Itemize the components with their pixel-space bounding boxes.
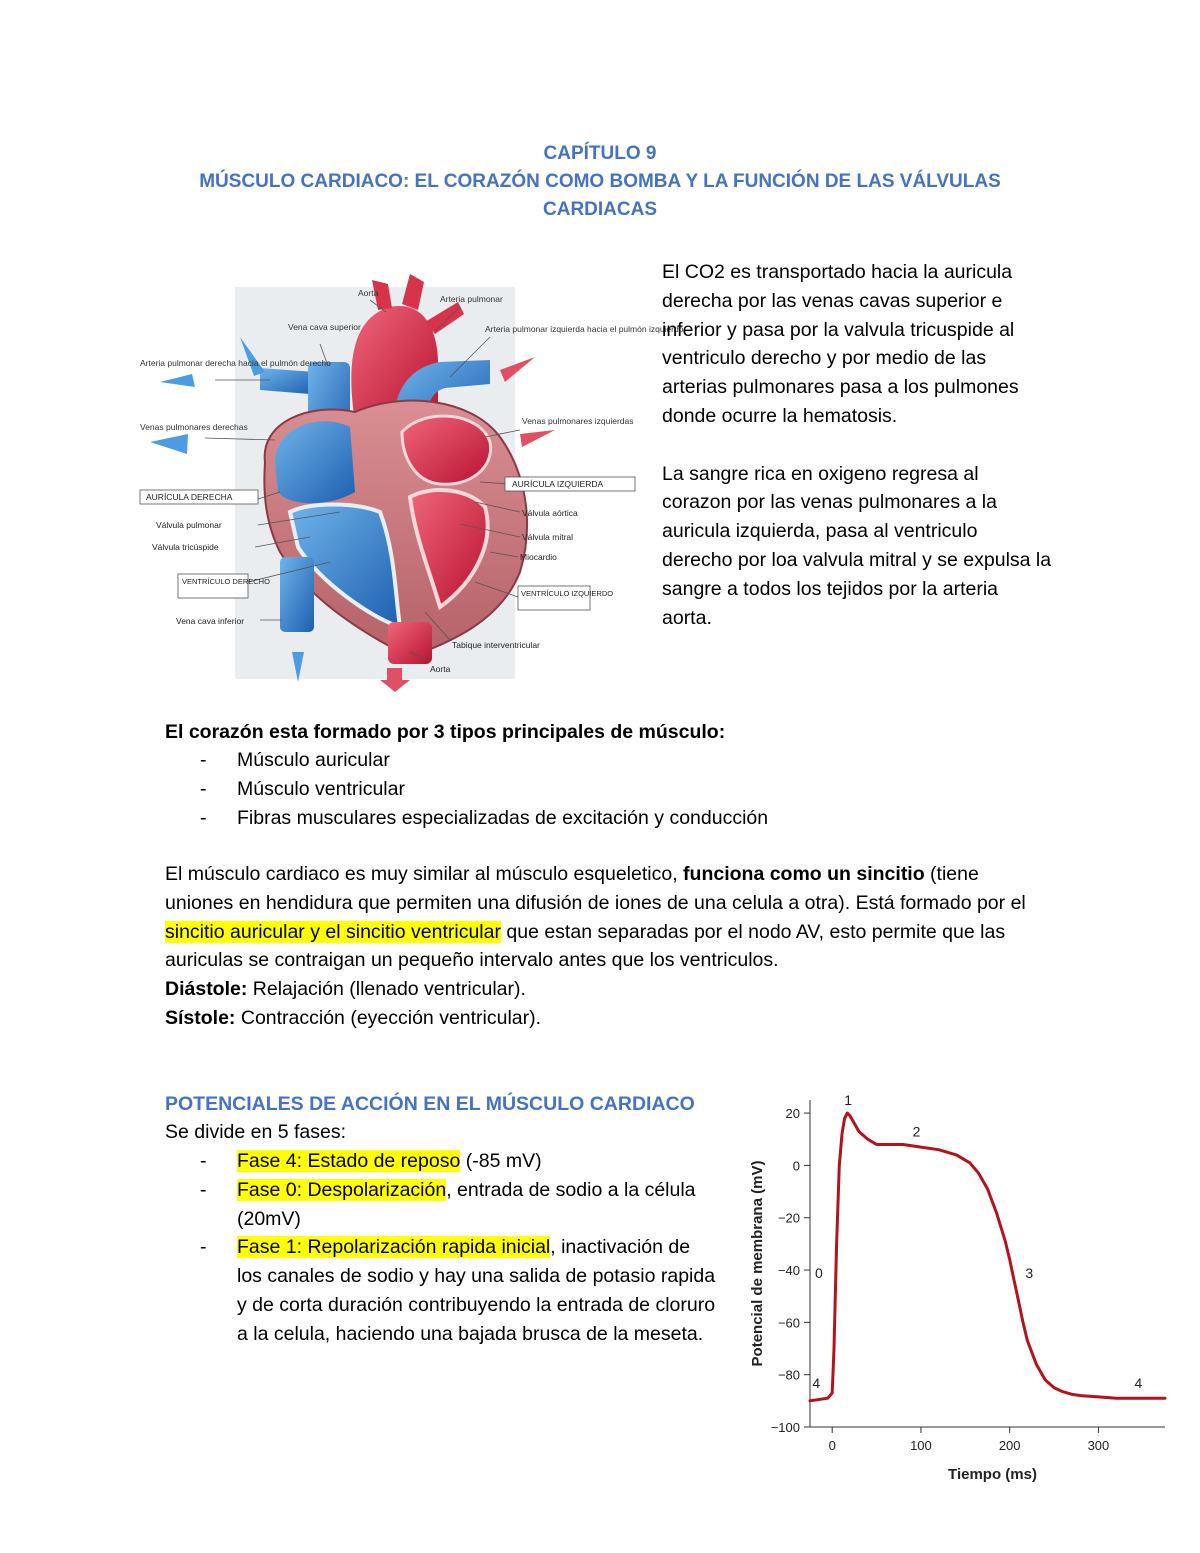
phases-intro: Se divide en 5 fases: — [165, 1121, 347, 1143]
chapter-title-line2: CARDIACAS — [543, 199, 657, 220]
chart-x-tick-label: 0 — [828, 1438, 836, 1453]
chart-phase-label: 4 — [1134, 1374, 1143, 1391]
label-miocardio: Miocardio — [520, 552, 557, 562]
label-aorta-top: Aorta — [358, 288, 379, 298]
list-item: - Músculo auricular — [200, 746, 768, 775]
chapter-number: CAPÍTULO 9 — [543, 143, 657, 164]
label-venas-pulm-izq: Venas pulmonares izquierdas — [522, 416, 634, 426]
action-potential-chart — [740, 1090, 1180, 1490]
phase-item: - Fase 1: Repolarización rapida inicial, inactivación de los canales de sodio y hay una salida de potasio rapida y de corta duración contribuyendo la entrada de cloruro a la celula, haciendo una bajada brusca de la meseta. — [200, 1233, 720, 1348]
inferior-vena-cava — [280, 557, 314, 632]
chart-y-tick-label: −20 — [777, 1210, 800, 1226]
right-column-text — [662, 258, 1052, 661]
label-arteria-pulmonar-izq: Arteria pulmonar izquierda hacia el pulmón izquierdo — [485, 324, 684, 334]
label-ventriculo-derecho: VENTRÍCULO DERECHO — [182, 577, 270, 586]
action-potential-heading: POTENCIALES DE ACCIÓN EN EL MÚSCULO CARDIACO — [165, 1093, 695, 1115]
systole-line: Sístole: Contracción (eyección ventricular). — [165, 1006, 542, 1029]
label-venas-pulm-der: Venas pulmonares derechas — [140, 422, 248, 432]
chart-y-tick-label: −80 — [777, 1367, 800, 1383]
oxygen-paragraph: La sangre rica en oxigeno regresa al corazon por las venas pulmonares a la auricula izquierda, pasa al ventriculo derecho por loa valvula mitral y se expulsa la sangre a todos los tejidos por la arteria aorta. — [662, 462, 1052, 629]
chart-phase-label: 2 — [912, 1123, 921, 1140]
heart-diagram — [140, 262, 684, 694]
muscle-types-heading: El corazón esta formado por 3 tipos principales de músculo: — [165, 721, 726, 743]
chapter-title-line1: MÚSCULO CARDIACO: EL CORAZÓN COMO BOMBA Y LA FUNCIÓN DE LAS VÁLVULAS — [199, 171, 1001, 192]
list-item: - Músculo ventricular — [200, 775, 768, 804]
chart-y-tick-label: −40 — [777, 1263, 800, 1279]
label-arteria-pulmonar-der: Arteria pulmonar derecha hacia el pulmón derecho — [140, 358, 331, 368]
label-vena-cava-inferior: Vena cava inferior — [176, 616, 245, 626]
chart-y-axis-label: Potencial de membrana (mV) — [749, 1160, 766, 1367]
label-valvula-mitral: Válvula mitral — [522, 532, 574, 542]
syncytium-highlight: sincitio auricular y el sincitio ventricular — [165, 920, 501, 943]
phase-item: - Fase 4: Estado de reposo (-85 mV) — [200, 1147, 720, 1176]
phase-item: - Fase 0: Despolarización, entrada de sodio a la célula (20mV) — [200, 1176, 720, 1234]
label-auricula-izquierda: AURÍCULA IZQUIERDA — [512, 479, 604, 489]
chart-series-line — [810, 1113, 1165, 1401]
chart-x-tick-label: 100 — [910, 1438, 932, 1453]
syncytium-paragraph: El músculo cardiaco es muy similar al músculo esqueletico, funciona como un sincitio (tiene uniones en hendidura que permiten una difusión de iones de una celula a otra). Está formado por el sincitio auricular y el sincitio ventricular que estan separadas por el nodo AV, esto permite que las auriculas se contraigan un pequeño intervalo antes que los ventriculos. Diástole: Relajación (llenado ventricular). Sístole: Contracción (eyección ventricular). — [165, 860, 1045, 1033]
phase-list — [200, 1147, 720, 1349]
label-vena-cava-superior: Vena cava superior — [288, 322, 361, 332]
chart-x-tick-label: 200 — [998, 1438, 1021, 1453]
label-aorta-bottom: Aorta — [430, 664, 451, 674]
label-ventriculo-izquierdo: VENTRÍCULO IZQUIERDO — [521, 589, 614, 598]
diastole-line: Diástole: Relajación (llenado ventricular). — [165, 978, 526, 1001]
label-valvula-aortica: Válvula aórtica — [522, 508, 578, 518]
label-valvula-pulmonar: Válvula pulmonar — [156, 520, 222, 530]
chart-y-tick-label: −100 — [770, 1420, 800, 1435]
co2-paragraph: El CO2 es transportado hacia la auricula derecha por las venas cavas superior e inferior y pasa por la valvula tricuspide al ventriculo derecho y por medio de las arterias pulmonares pasa a los pulmones donde ocurre la hematosis. — [662, 261, 1019, 427]
syncytium-bold: funciona como un sincitio — [683, 863, 925, 885]
chart-phase-label: 3 — [1025, 1264, 1034, 1281]
chart-y-tick-label: −60 — [777, 1315, 800, 1331]
chart-x-tick-label: 300 — [1087, 1438, 1110, 1453]
chart-y-tick-label: 0 — [792, 1158, 800, 1174]
label-arteria-pulmonar: Arteria pulmonar — [440, 294, 503, 304]
label-tabique: Tabique interventricular — [452, 640, 540, 650]
label-valvula-tricuspide: Válvula tricúspide — [152, 542, 219, 552]
chart-phase-label: 1 — [844, 1092, 853, 1109]
chart-phase-label: 4 — [812, 1374, 821, 1391]
label-auricula-derecha: AURÍCULA DERECHA — [146, 492, 233, 502]
muscle-types-list — [200, 746, 768, 832]
chart-y-tick-label: 20 — [785, 1106, 800, 1122]
chapter-title-block — [170, 140, 1030, 224]
list-item: - Fibras musculares especializadas de excitación y conducción — [200, 804, 768, 833]
descending-aorta — [388, 622, 432, 664]
chart-x-axis-label: Tiempo (ms) — [948, 1466, 1037, 1483]
chart-phase-label: 0 — [814, 1264, 823, 1281]
